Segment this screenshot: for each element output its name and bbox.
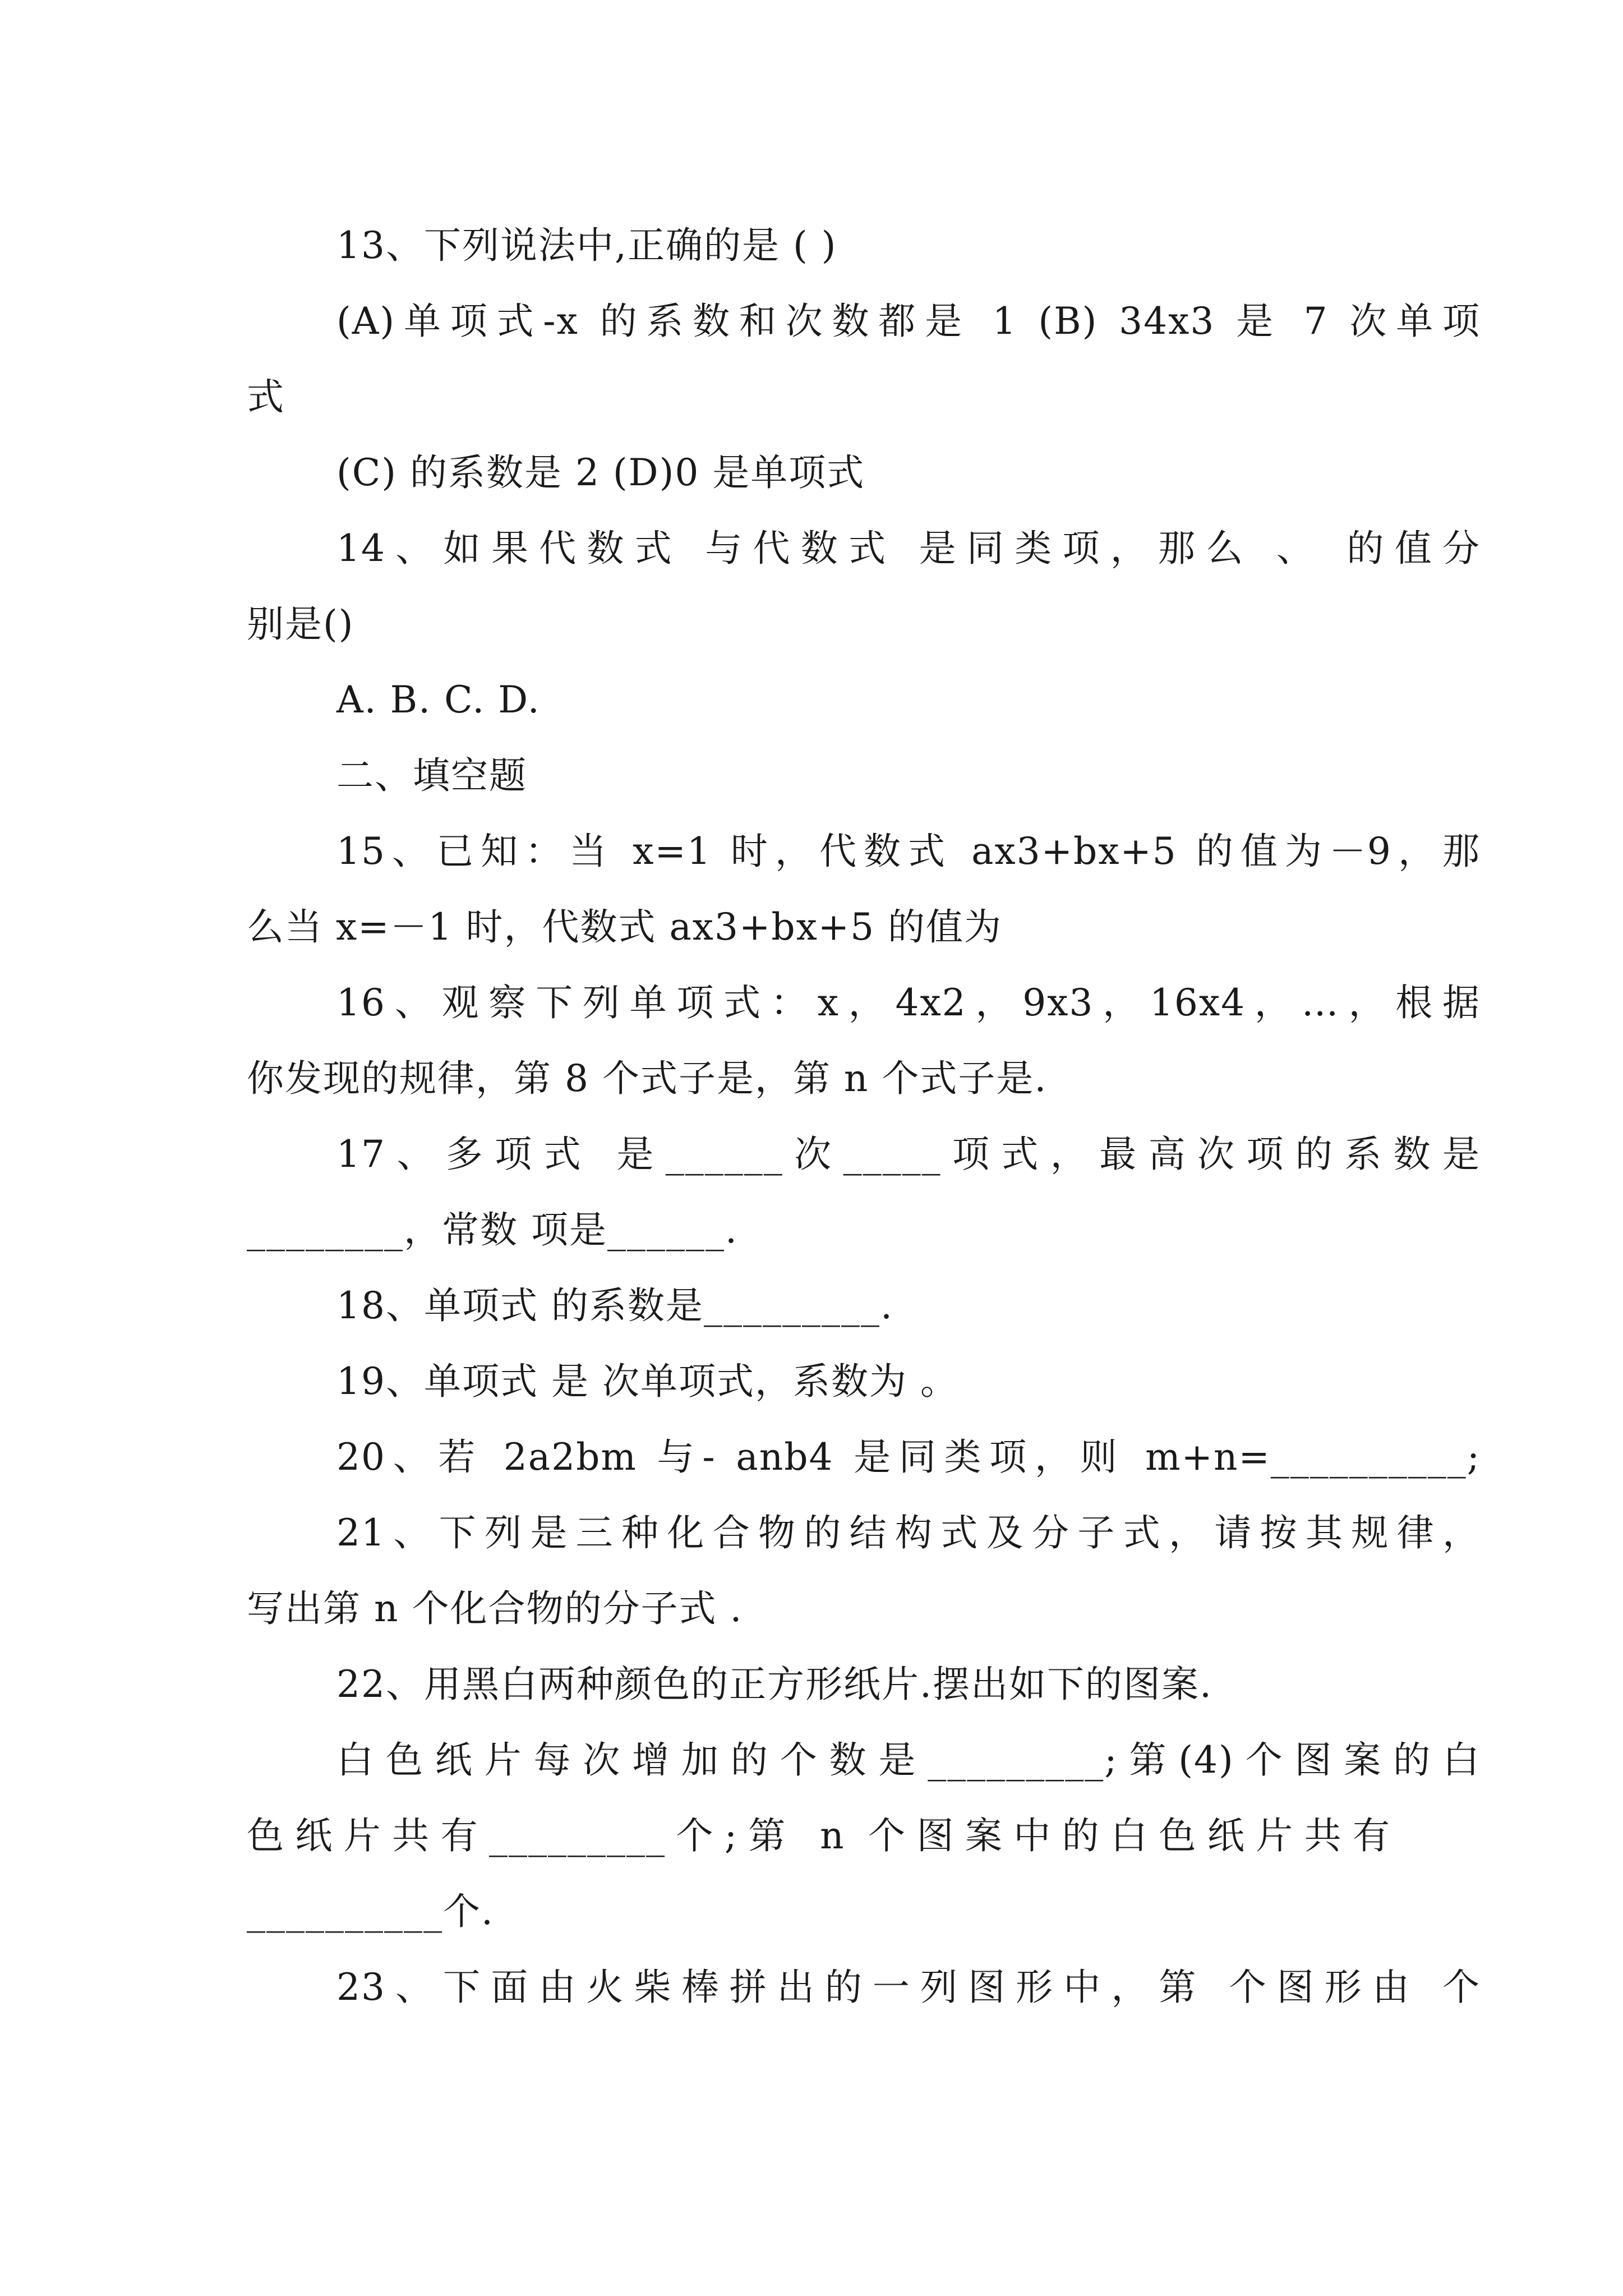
question-14-options: A. B. C. D. — [336, 678, 541, 721]
question-13-options-cd: (C) 的系数是 2 (D)0 是单项式 — [336, 451, 865, 494]
question-22-part-3: __________个. — [247, 1890, 494, 1933]
question-16-cont: 你发现的规律，第 8 个式子是，第 n 个式子是. — [247, 1057, 1048, 1100]
question-21: 21、下列是三种化合物的结构式及分子式，请按其规律， — [336, 1511, 1481, 1554]
question-19: 19、单项式 是 次单项式，系数为 。 — [336, 1360, 958, 1403]
question-14: 14、如果代数式 与代数式 是同类项，那么 、 的值分 — [336, 527, 1481, 570]
question-20: 20、若 2a2bm 与- anb4 是同类项，则 m+n=__________; — [336, 1435, 1481, 1479]
question-22: 22、用黑白两种颜色的正方形纸片.摆出如下的图案. — [336, 1663, 1212, 1706]
question-13-options-ab: (A)单项式-x 的系数和次数都是 1 (B) 34x3 是 7 次单项 — [336, 300, 1481, 343]
question-22-part-1: 白色纸片每次增加的个数是_________;第(4)个图案的白 — [336, 1738, 1481, 1782]
question-14-cont: 别是() — [247, 602, 354, 646]
question-13-options-ab-cont: 式 — [247, 375, 285, 418]
question-15-cont: 么当 x=－1 时，代数式 ax3+bx+5 的值为 — [247, 905, 1003, 949]
question-17-cont: ________，常数 项是______. — [247, 1208, 738, 1251]
question-17: 17、多项式 是______次_____项式，最高次项的系数是 — [336, 1133, 1481, 1176]
question-13: 13、下列说法中,正确的是 ( ) — [336, 224, 837, 267]
question-18: 18、单项式 的系数是_________. — [336, 1284, 893, 1327]
question-23: 23、下面由火柴棒拼出的一列图形中，第 个图形由 个 — [336, 1966, 1481, 2009]
question-15: 15、已知：当 x=1 时，代数式 ax3+bx+5 的值为－9，那 — [336, 830, 1481, 873]
question-16: 16、观察下列单项式：x，4x2，9x3，16x4，…，根据 — [336, 981, 1481, 1024]
question-22-part-2: 色纸片共有_________个;第 n 个图案中的白色纸片共有 — [247, 1814, 1391, 1857]
question-21-cont: 写出第 n 个化合物的分子式 . — [247, 1587, 743, 1630]
section-heading-fill-in: 二、填空题 — [336, 754, 527, 797]
